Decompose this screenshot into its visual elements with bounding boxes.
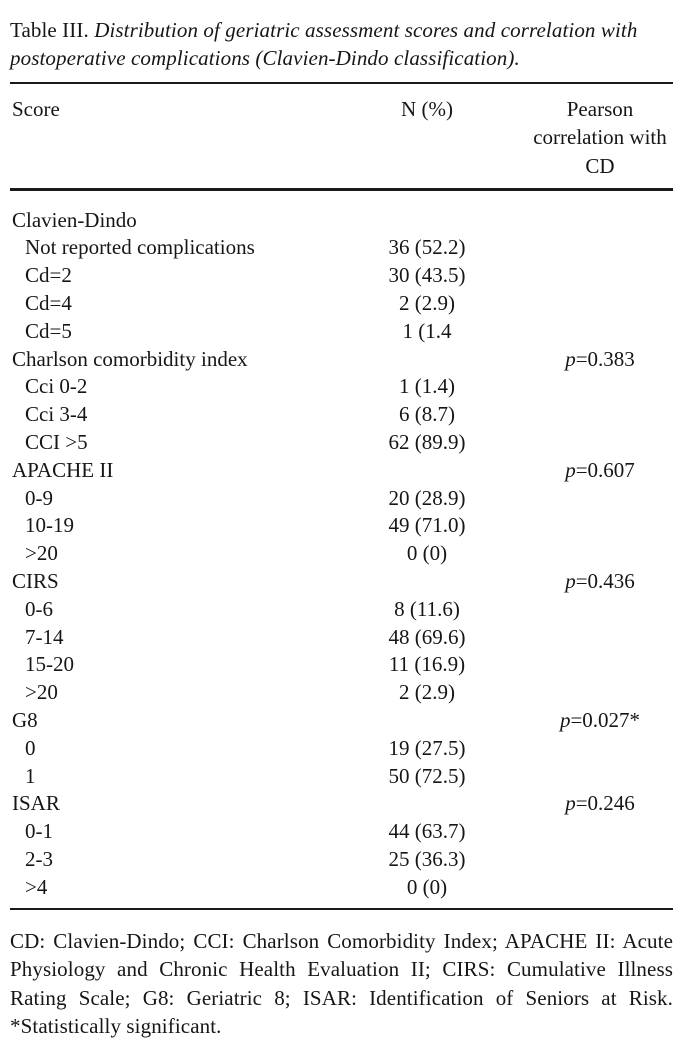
table-row [10, 234, 673, 262]
table-row [10, 346, 673, 374]
row-label: 0-1 [25, 819, 53, 844]
table-row [10, 735, 673, 763]
row-n-value: 62 (89.9) [388, 430, 466, 455]
row-n-value: 48 (69.6) [388, 624, 466, 649]
row-label: Charlson comorbidity index [12, 346, 248, 371]
row-p-value [527, 679, 673, 707]
row-n-value: 20 (28.9) [388, 485, 466, 510]
row-n-value: 36 (52.2) [388, 235, 466, 260]
row-p-value [527, 318, 673, 346]
title-table-number: Table III. [10, 18, 89, 42]
row-n-value: 1 (1.4 [402, 318, 452, 343]
table-row [10, 818, 673, 846]
row-label: CCI >5 [25, 430, 88, 455]
row-label: >20 [25, 541, 58, 566]
table-row [10, 429, 673, 457]
row-p-value: p=0.383 [565, 346, 635, 371]
row-label: >20 [25, 680, 58, 705]
row-p-value [527, 290, 673, 318]
table-row [10, 540, 673, 568]
row-label: G8 [12, 708, 38, 733]
table-row [10, 373, 673, 401]
row-n-value: 11 (16.9) [388, 652, 466, 677]
row-label: Not reported complications [25, 235, 255, 260]
row-p-value [527, 401, 673, 429]
row-label: 10-19 [25, 513, 74, 538]
table-header-row [10, 84, 673, 180]
row-label: 0-9 [25, 485, 53, 510]
row-n-value [327, 790, 527, 818]
row-p-value [527, 373, 673, 401]
row-n-value [327, 346, 527, 374]
column-header-score: Score [12, 97, 60, 122]
table-row [10, 651, 673, 679]
row-label: ISAR [12, 791, 60, 816]
row-label: CIRS [12, 569, 59, 594]
row-p-value: p=0.027* [559, 708, 641, 733]
row-label: 0 [25, 735, 36, 760]
row-n-value: 25 (36.3) [388, 847, 466, 871]
row-label: Cd=2 [25, 263, 72, 288]
row-p-value [527, 818, 673, 846]
row-p-value [527, 207, 673, 235]
table-row [10, 790, 673, 818]
row-n-value: 1 (1.4) [399, 374, 455, 399]
row-n-value [327, 707, 527, 735]
table-row [10, 568, 673, 596]
column-header-pearson-correlation: Pearson correlation with CD [533, 97, 667, 178]
table-row [10, 679, 673, 707]
table-row [10, 290, 673, 318]
row-p-value [527, 512, 673, 540]
row-p-value: p=0.246 [565, 791, 635, 816]
row-label: Cd=5 [25, 318, 72, 343]
row-n-value [327, 457, 527, 485]
row-label: 1 [25, 763, 36, 788]
table-row [10, 262, 673, 290]
row-n-value: 50 (72.5) [388, 763, 466, 788]
table-row [10, 624, 673, 652]
row-p-value [527, 763, 673, 791]
row-label: 2-3 [25, 847, 53, 871]
footnote-significance-note: *Statistically significant. [10, 1014, 222, 1039]
row-p-value [527, 540, 673, 568]
table-row [10, 512, 673, 540]
row-p-value [527, 234, 673, 262]
footnote-abbreviations: CD: Clavien-Dindo; CCI: Charlson Comorbidity Index; APACHE II: Acute Physiology and Chronic Health Evaluation II; CIRS: Cumulative Illness Rating Scale; G8: Geriatric 8; ISAR: Identification of Seniors at Risk. [10, 929, 673, 1010]
column-header-n-percent: N (%) [401, 97, 453, 122]
footnote [10, 927, 673, 1040]
row-label: APACHE II [12, 457, 114, 482]
row-p-value [527, 485, 673, 513]
rule-bottom [10, 908, 673, 911]
row-n-value: 2 (2.9) [399, 680, 455, 705]
row-n-value: 19 (27.5) [388, 735, 466, 760]
row-label: Cci 0-2 [25, 374, 88, 399]
row-n-value [327, 568, 527, 596]
row-p-value [527, 624, 673, 652]
row-label: Cd=4 [25, 291, 72, 316]
row-p-value: p=0.436 [565, 569, 635, 594]
row-n-value: 30 (43.5) [388, 263, 466, 288]
table-row [10, 485, 673, 513]
row-n-value: 8 (11.6) [394, 596, 460, 621]
row-p-value [527, 429, 673, 457]
row-p-value [527, 262, 673, 290]
row-n-value: 0 (0) [406, 541, 448, 566]
table-title [10, 16, 673, 73]
table-row [10, 401, 673, 429]
title-caption: Distribution of geriatric assessment scores and correlation with postoperative complications (Clavien-Dindo classification). [10, 18, 638, 71]
row-p-value [527, 735, 673, 763]
row-n-value: 0 (0) [406, 874, 448, 899]
row-label: 7-14 [25, 624, 64, 649]
row-n-value: 6 (8.7) [399, 402, 455, 427]
row-n-value: 49 (71.0) [388, 513, 466, 538]
row-n-value: 2 (2.9) [399, 291, 455, 316]
table-row [10, 457, 673, 485]
table-row [10, 318, 673, 346]
table-row [10, 763, 673, 791]
table-body [10, 191, 673, 902]
table-row [10, 596, 673, 624]
row-p-value [527, 596, 673, 624]
row-label: 15-20 [25, 652, 74, 677]
table-row [10, 874, 673, 902]
row-p-value: p=0.607 [565, 457, 635, 482]
table-row [10, 207, 673, 235]
row-n-value [327, 207, 527, 235]
row-label: >4 [25, 874, 48, 899]
row-label: Clavien-Dindo [12, 207, 137, 232]
table-row [10, 846, 673, 874]
row-p-value [527, 846, 673, 874]
table-row [10, 707, 673, 735]
row-label: 0-6 [25, 596, 53, 621]
row-p-value [527, 874, 673, 902]
row-p-value [527, 651, 673, 679]
row-n-value: 44 (63.7) [388, 819, 466, 844]
row-label: Cci 3-4 [25, 402, 88, 427]
